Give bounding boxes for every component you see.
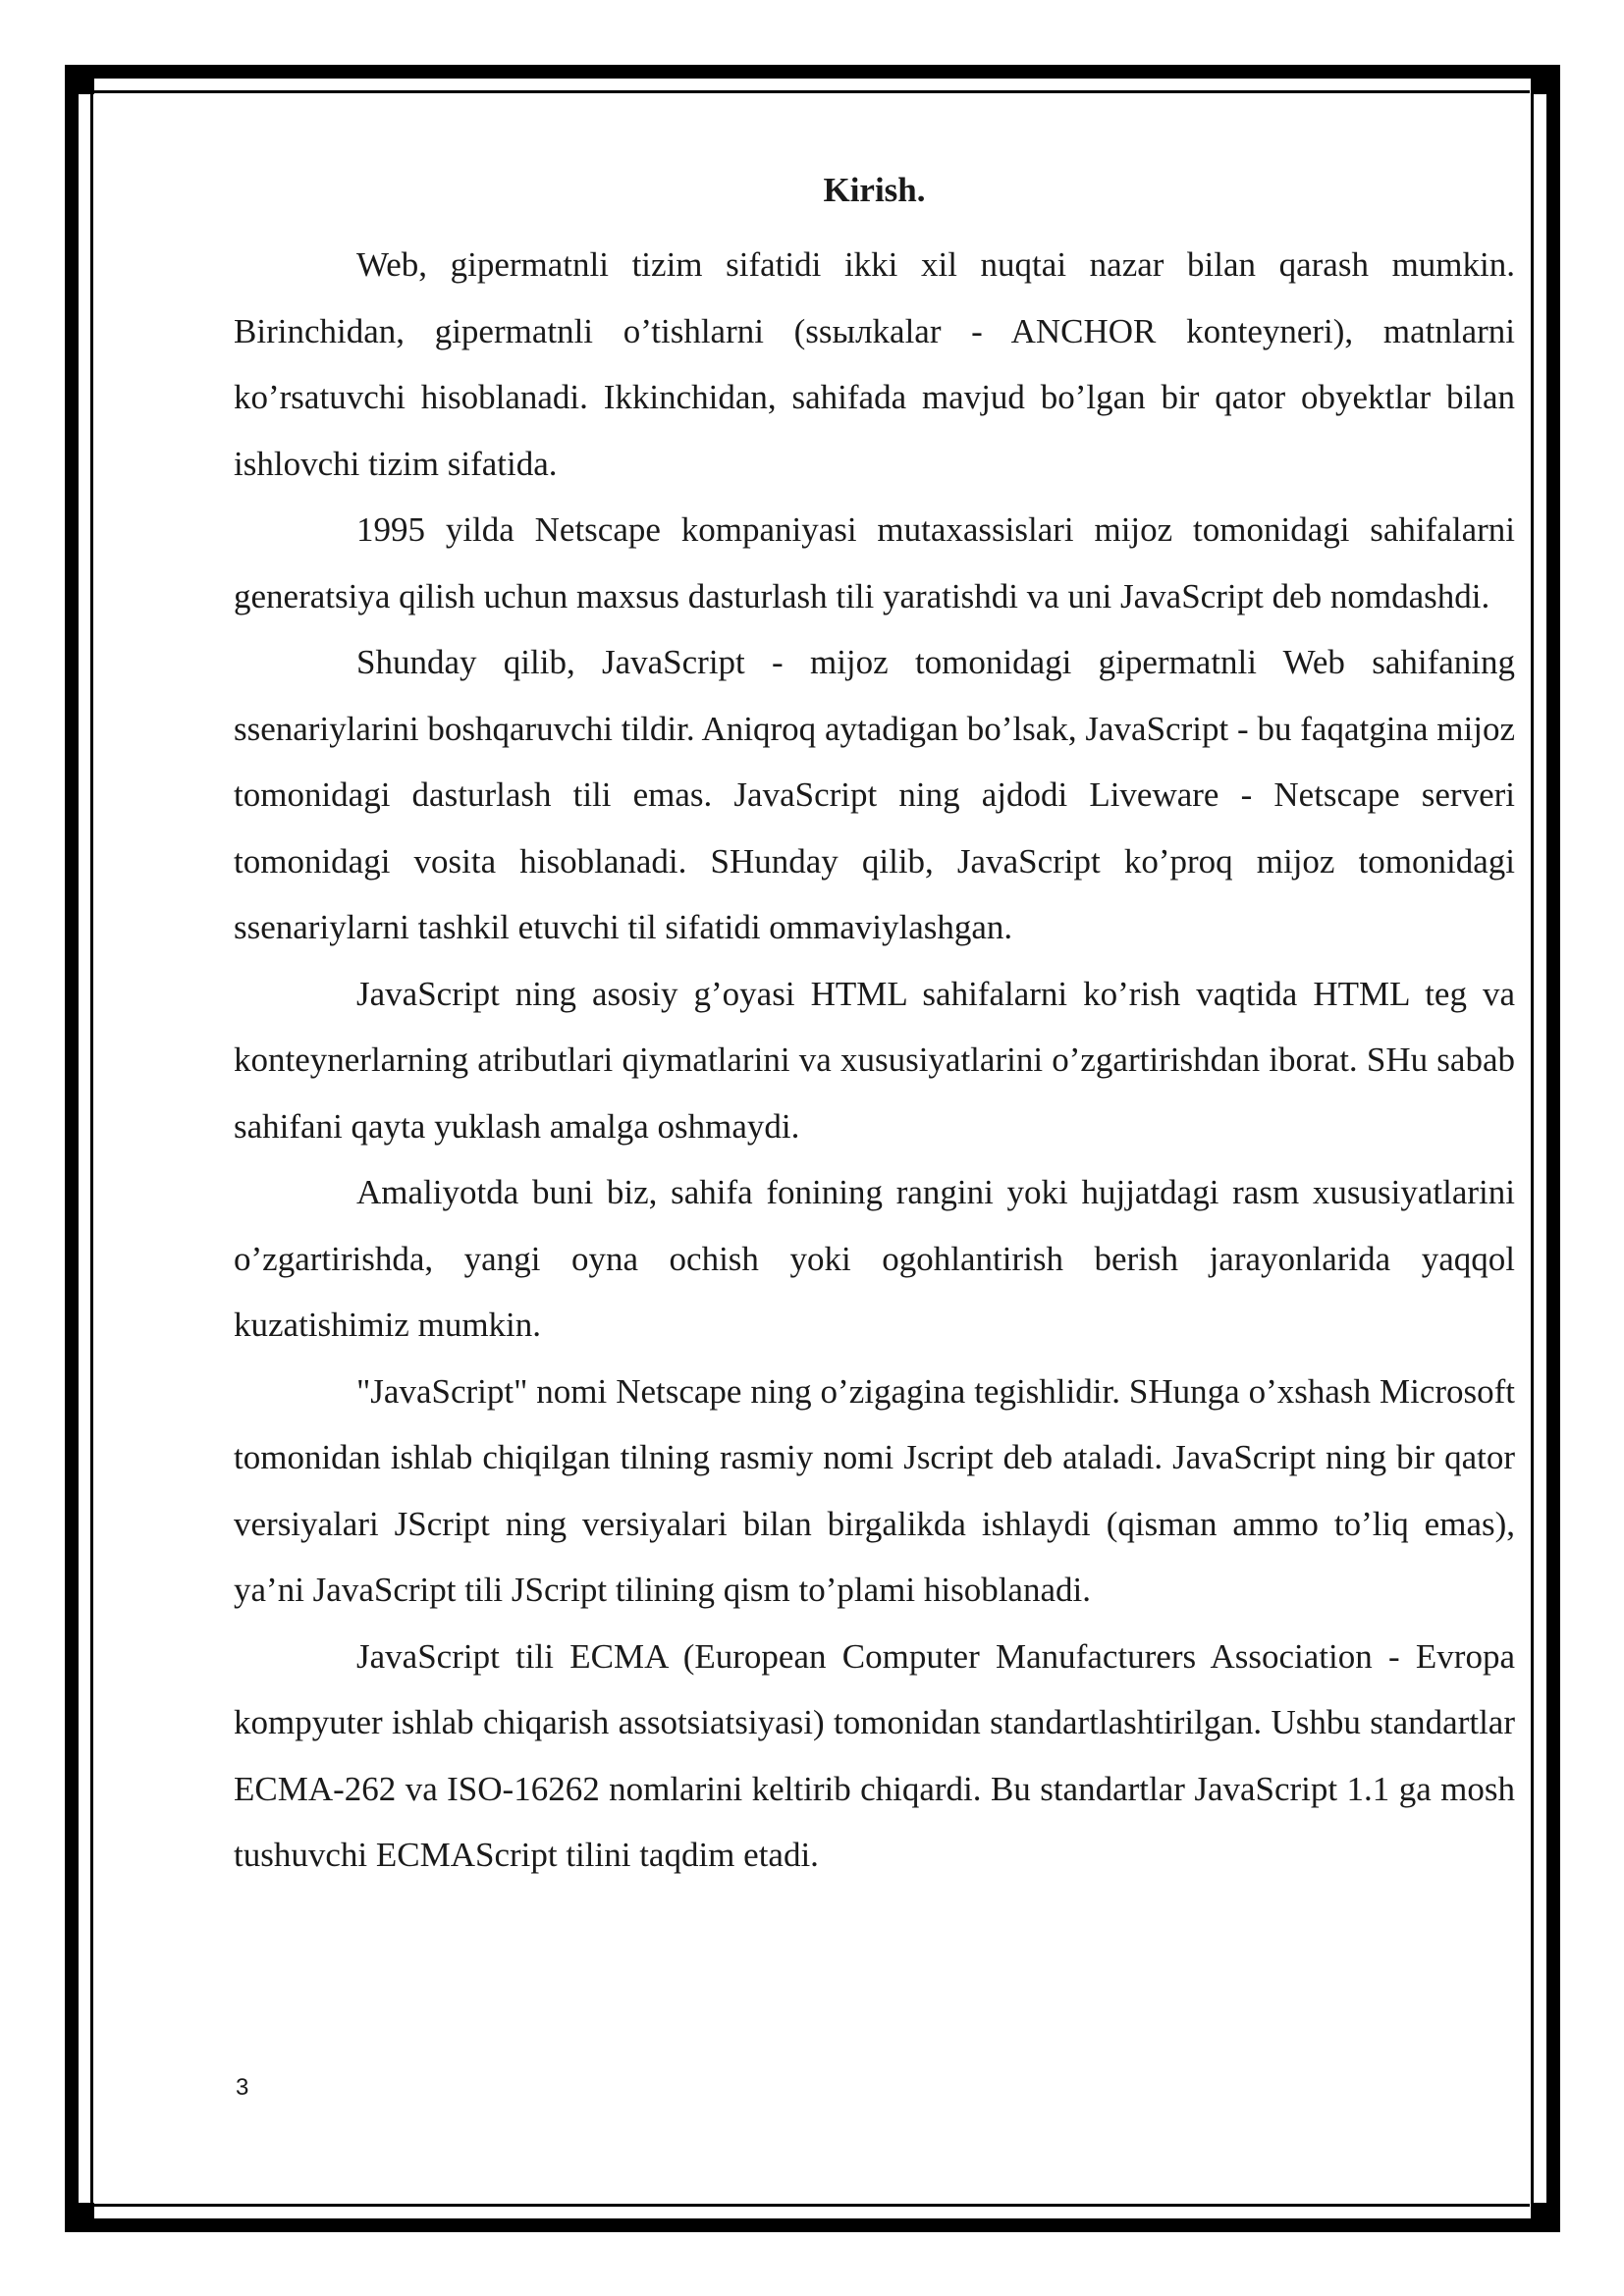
border-right-thin	[1531, 94, 1534, 2203]
document-body	[234, 165, 1515, 1889]
border-left-thick	[65, 115, 79, 2182]
border-right-thick	[1546, 115, 1560, 2182]
corner-top-left	[79, 79, 94, 94]
border-top-thick	[115, 65, 1509, 79]
paragraph: 1995 yilda Netscape kompaniyasi mutaxassislari mijoz tomonidagi sahifalarni generatsiya qilish uchun maxsus dasturlash tili yaratishdi va uni JavaScript deb nomdashdi.	[234, 510, 1515, 615]
paragraph: JavaScript ning asosiy g’oyasi HTML sahifalarni ko’rish vaqtida HTML teg va konteynerlarning atributlari qiymatlarini va xususiyatlarini o’zgartirishdan iborat. SHu sabab sahifani qayta yuklash amalga oshmaydi.	[234, 974, 1515, 1146]
paragraph: Amaliyotda buni biz, sahifa fonining rangini yoki hujjatdagi rasm xususiyatlarini o’zgartirishda, yangi oyna ochish yoki ogohlantirish berish jarayonlarida yaqqol kuzatishimiz mumkin.	[234, 1173, 1515, 1344]
corner-top-right	[1531, 79, 1546, 94]
border-left-thin	[90, 94, 93, 2203]
corner-top-left	[65, 65, 79, 115]
corner-bottom-left	[65, 2182, 79, 2232]
border-top-thin	[94, 90, 1530, 93]
paragraph: Shunday qilib, JavaScript - mijoz tomonidagi gipermatnli Web sahifaning ssenariylarini boshqaruvchi tildir. Aniqroq aytadigan bo’lsak, JavaScript - bu faqatgina mijoz tomonidagi dasturlash tili emas. JavaScript ning ajdodi Liveware - Netscape serveri tomonidagi vosita hisoblanadi. SHunday qilib, JavaScript ko’proq mijoz tomonidagi ssenariylarni tashkil etuvchi til sifatidi ommaviylashgan.	[234, 643, 1515, 946]
border-bottom-thin	[94, 2204, 1530, 2207]
paragraph: Web, gipermatnli tizim sifatidi ikki xil nuqtai nazar bilan qarash mumkin. Birinchidan, gipermatnli o’tishlarni (ssылkalar - ANCHOR konteyneri), matnlarni ko’rsatuvchi hisoblanadi. Ikkinchidan, sahifada mavjud bo’lgan bir qator obyektlar bilan ishlovchi tizim sifatida.	[234, 245, 1515, 483]
page-number: 3	[236, 2074, 249, 2101]
corner-bottom-right	[1531, 2203, 1546, 2218]
paragraph: JavaScript tili ECMA (European Computer Manufacturers Association - Evropa kompyuter ishlab chiqarish assotsiatsiyasi) tomonidan standartlashtirilgan. Ushbu standartlar ECMA-262 va ISO-16262 nomlarini keltirib chiqardi. Bu standartlar JavaScript 1.1 ga mosh tushuvchi ECMAScript tilini taqdim etadi.	[234, 1636, 1515, 1874]
paragraph: "JavaScript" nomi Netscape ning o’zigagina tegishlidir. SHunga o’xshash Microsoft tomonidan ishlab chiqilgan tilning rasmiy nomi Jscript deb ataladi. JavaScript ning bir qator versiyalari JScript ning versiyalari bilan birgalikda ishlaydi (qisman ammo to’liq emas), ya’ni JavaScript tili JScript tilining qism to’plami hisoblanadi.	[234, 1371, 1515, 1609]
page-title: Kirish.	[823, 171, 926, 209]
border-bottom-thick	[115, 2218, 1509, 2232]
corner-top-right	[1546, 65, 1560, 115]
corner-bottom-left	[79, 2203, 94, 2218]
corner-bottom-right	[1546, 2182, 1560, 2232]
